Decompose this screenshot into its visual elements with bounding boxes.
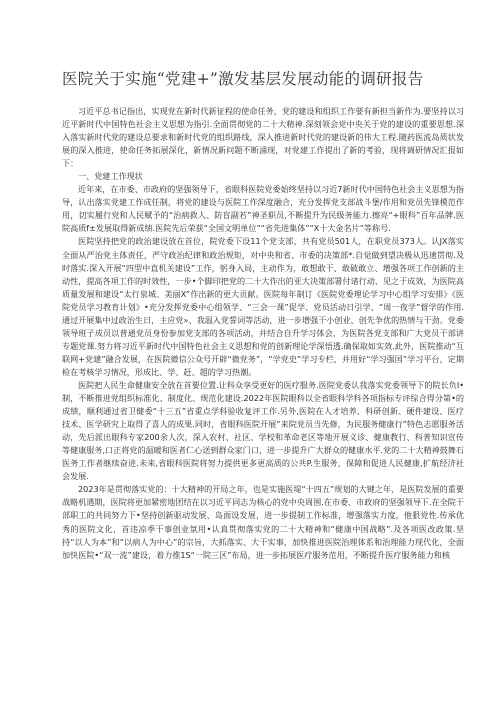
body-paragraph: 2023年是贯彻落实党的：十大精神的开局之年，也是实施医堤“十四五”规划的大键之年，是医院发展的重要战略机遇期，医院将更加紧密地团结在以习近平同志为核心的党中央周围.在市委、市政府的坚强领导下.在全院干部职工的共同努力下•坚持创新驱动发展、岛面设发展，进一步提制工作标准，增强落实力度，他狠党性.传承优秀的医院文化，首违凉季干事创业氛用•认真贯彻落实党的二十大精神和“健康中国战略”.及各项医改政策.坚持“以人为本”和“以病人为中心”的宗旨，大抓落实、大干实事，加快推进医院治理体系和治理能力现代化，全面加快医院•“双一流”建设，着力推1S“一院三区”布局，进一步拓展医疗服务范用，不断提升医疗服务能力和核 [62,484,464,560]
body-paragraph: 近年来，在市委、市政府的坚强领导下，省眼科医院党委始终坚持以习近7新时代中国特色社会主义思想为指导，认出落实党建工作成任制，将党的建设与医院工作深度融合，充分发挥党支部战斗堡/作用和党员先锋模范作用，切实履行党和人民赋予的“治病救人、防盲副若”神圣职员,不断提升为民级务能力.擦亮“+眼科”百年品牌.医院高质f±发展取得新成绩.医院先后荣获“全国文明单位”“省先进集体”“X十大金名片”等称号. [62,184,464,234]
document-title: 医院关于实施“党建+”激发基层发展动能的调研报告 [62,70,424,88]
body-paragraph: 医院把人民生命健康安全放在首要位置.让科众享受更好的医疗服务.医院党委认我落实党委领导下的院长负I•制，不断推进党组织标准化、制度化、规范化建设.2022年医院眼科以全省眼科学科各项指标专评综合得分第•的成绩，顺利通过省卫健委“十三五”省重点学科验收复评工作.另外,医院在人才培养、科研创新、硬件建设、医疗技术、医学研究上取得了喜人的成果.同时，省眼科医院开展“来院党员当先修，为民服务健康行”特色志愿服务活动，先后派出眼科专家200余人次，深入农村、社区、学校和革命老区等地开展义诊、健康教行、科普知识宣传等健康服务,口正将党的温暖和医者仁心送到群众家门口，进一步提升广大群众的健康水平.党的二十大精神鼓舞石医务工作者继续奋进.未来,省眼科医院将努力提供更多更高质的公共P.生服务，保障和促进人民健康,扩航经济社会发展. [62,379,464,482]
document-body [62,105,464,562]
section-heading: 一、党建工作现状 [78,171,143,182]
body-paragraph: 医院坚持把党的政治建设放在首位，院党委下设11个党支部，共有党员501人，在职党员373人。认JX落实全面从严治党主体责任，严守政治纪律和政治规矩，对中央和省、市委的决策部*.自觉做到望决极从迅速贯彻.及时落实.深入开展“四型中直机关建设”工作，躬身入局，主动作为，敢想敢干、敢破敢立、增强各项工作创新的主动性，提高各项工作的时效性，一步•个脚印把党的二十大作出的亚大决策部署付诸行动、见之于成效，为医院高质量发展和建设“太行泉城、美丽X”作出新的更大贡献。医院每年制订《医院党委理论学习中心组学习安排》《医院党员学习教育计划》•充分发挥党委中心组领学、“三会一课”促学、党员活动日引学、“周一夜学”督学的作用.通过开展集中过政治生日，主应党»、我温入党誓词等活动，进一步增强干小创业、创先争优的热情与干劲。党委领导班子成员以普通党员身份参加党支部的各项活动，并结合自升学习体会，为医院各党支部和广大党员干部讲专题党课.努力将习近平新时代中国特色社会主义思想和党的创新理论学深悟透.确保取如实效.此外，医院推动“互联网+党建”融合发展，在医院微信公众号开辟“微党务”，“学党史”学习专栏，并用好“学习强国”学习平台，定期检在考核学习情况，形成比、学、赶、超的学习热潮。 [62,236,464,377]
intro-paragraph: 习近平总书记指出，实现党在新时代新征程的使命任务，党的建设和组织工作要有新担当新作为.要坚持以习近平新时代中国特色社会主义思想为指引.全面贯彻党的二十大精神.深刻领会党中央关于党的建设的重要思想.深入落实新时代党的建设总要求和新时代党的组织路线，深入推进新时代党的建设新的伟大工程.随药医流岛质状发展的深入推进，使命任务拓展深化，新情况新问题不断涌现，对党建工作提出了新的考验，现将调研情况汇报如下： [62,106,464,169]
